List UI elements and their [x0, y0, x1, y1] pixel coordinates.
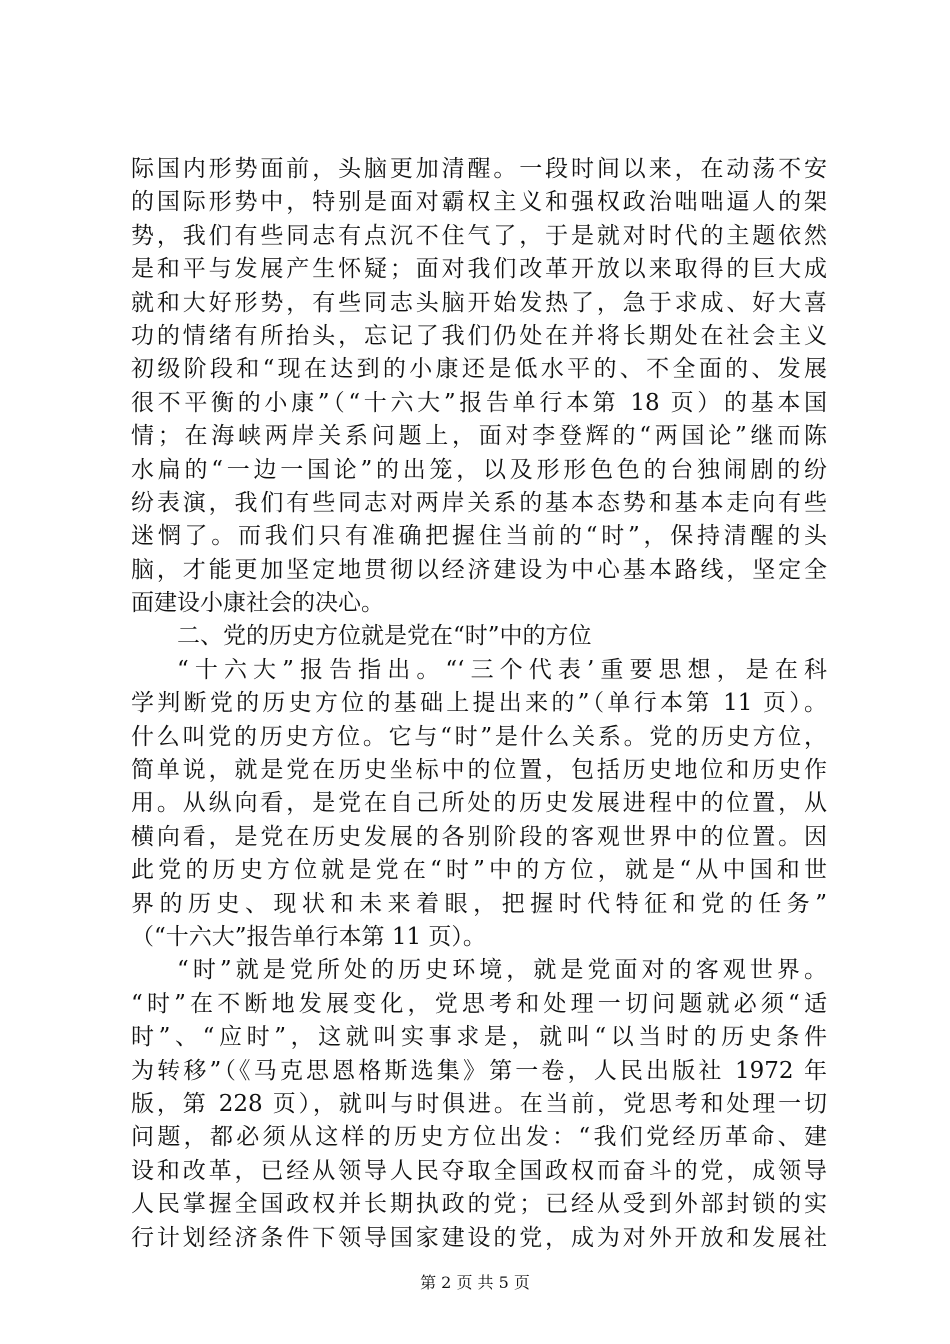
text-line: 迷惘了。而我们只有准确把握住当前的“时”，保持清醒的头	[131, 523, 827, 550]
text-line: 初级阶段和“现在达到的小康还是低水平的、不全面的、发展	[131, 356, 827, 383]
page-number: 第 2 页 共 5 页	[420, 1273, 530, 1292]
text-line: 人民掌握全国政权并长期执政的党；已经从受到外部封锁的实	[131, 1191, 827, 1218]
text-line: 脑，才能更加坚定地贯彻以经济建设为中心基本路线，坚定全	[131, 556, 827, 583]
section-heading: 二、党的历史方位就是党在“时”中的方位	[177, 623, 592, 650]
text-line: 功的情绪有所抬头，忘记了我们仍处在并将长期处在社会主义	[131, 322, 827, 349]
document-body	[131, 153, 827, 1255]
text-line: 用。从纵向看，是党在自己所处的历史发展进程中的位置，从	[131, 790, 827, 817]
text-line: 面建设小康社会的决心。	[131, 590, 384, 617]
text-line: 学判断党的历史方位的基础上提出来的”（单行本第 11 页）。	[131, 690, 827, 717]
text-line: 为转移”（《马克思恩格斯选集》第一卷，人民出版社 1972 年	[131, 1057, 827, 1084]
text-line: 时”、“应时”，这就叫实事求是，就叫“以当时的历史条件	[131, 1024, 827, 1051]
text-line: 设和改革，已经从领导人民夺取全国政权而奋斗的党，成领导	[131, 1157, 827, 1184]
text-line: 纷表演，我们有些同志对两岸关系的基本态势和基本走向有些	[131, 489, 827, 516]
text-line: 界的历史、现状和未来着眼，把握时代特征和党的任务”	[131, 890, 827, 917]
text-line: 问题，都必须从这样的历史方位出发：“我们党经历革命、建	[131, 1124, 827, 1151]
text-line: 水扁的“一边一国论”的出笼，以及形形色色的台独闹剧的纷	[131, 456, 827, 483]
text-line: “时”就是党所处的历史环境，就是党面对的客观世界。	[177, 957, 827, 984]
text-line: 的国际形势中，特别是面对霸权主义和强权政治咄咄逼人的架	[131, 189, 827, 216]
text-line: “十六大”报告指出。“‘三个代表’重要思想，是在科	[177, 656, 827, 683]
text-line: 此党的历史方位就是党在“时”中的方位，就是“从中国和世	[131, 857, 827, 884]
text-line: 什么叫党的历史方位。它与“时”是什么关系。党的历史方位，	[131, 723, 827, 750]
text-line: （“十六大”报告单行本第 11 页）。	[131, 923, 486, 950]
text-line: 横向看，是党在历史发展的各别阶段的客观世界中的位置。因	[131, 823, 827, 850]
text-line: 简单说，就是党在历史坐标中的位置，包括历史地位和历史作	[131, 757, 827, 784]
text-line: “时”在不断地发展变化，党思考和处理一切问题就必须“适	[131, 990, 827, 1017]
text-line: 势，我们有些同志有点沉不住气了，于是就对时代的主题依然	[131, 222, 827, 249]
text-line: 就和大好形势，有些同志头脑开始发热了，急于求成、好大喜	[131, 289, 827, 316]
text-line: 是和平与发展产生怀疑；面对我们改革开放以来取得的巨大成	[131, 256, 827, 283]
text-line: 际国内形势面前，头脑更加清醒。一段时间以来，在动荡不安	[131, 156, 827, 182]
text-line: 情；在海峡两岸关系问题上，面对李登辉的“两国论”继而陈	[131, 423, 827, 450]
text-line: 很不平衡的小康”（“十六大”报告单行本第 18 页）的基本国	[131, 389, 827, 416]
text-line: 行计划经济条件下领导国家建设的党，成为对外开放和发展社	[131, 1224, 827, 1251]
text-line: 版，第 228 页），就叫与时俱进。在当前，党思考和处理一切	[131, 1090, 827, 1117]
